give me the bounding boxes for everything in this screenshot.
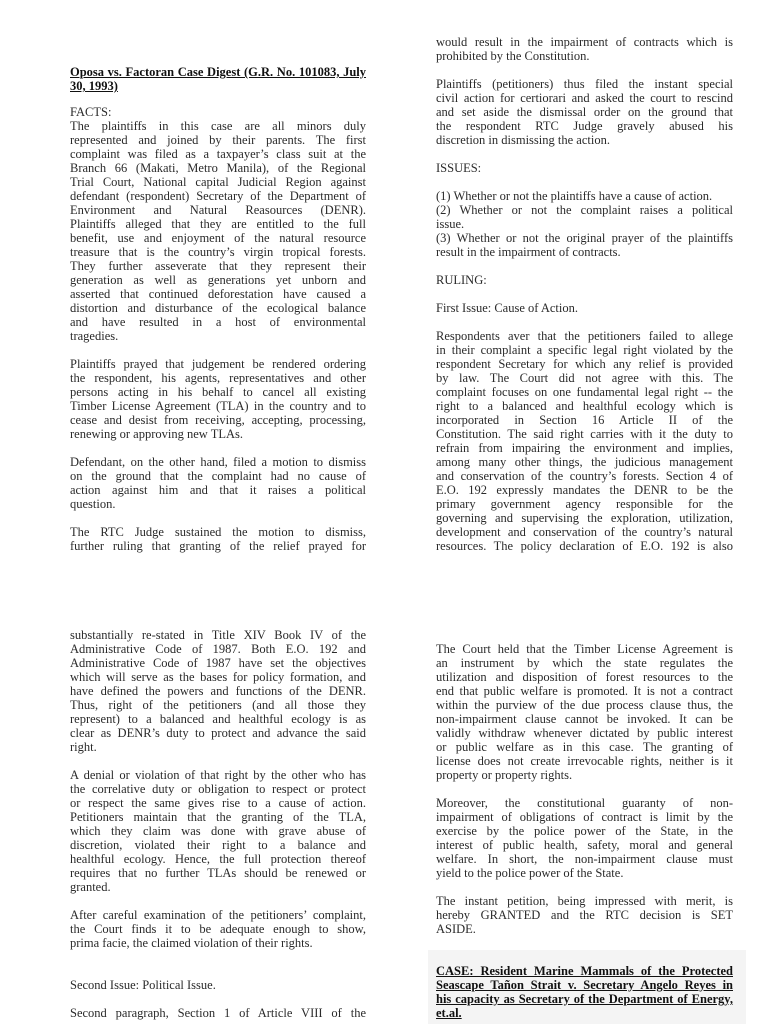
left-column — [70, 628, 366, 1034]
text-line: have defined the powers and functions of the DENR. — [70, 684, 366, 698]
text-line: Administrative Code of 1987 have set the objectives — [70, 656, 366, 670]
text-body — [436, 796, 733, 880]
text-line: Moreover, the constitutional guaranty of non- — [436, 796, 733, 810]
text-line: or respect the same gives rise to a cause of action. — [70, 796, 366, 810]
text-line: asserted that continued deforestation have caused a — [70, 287, 366, 301]
text-line: hereby GRANTED and the RTC decision is SET — [436, 908, 733, 922]
text-line: Plaintiffs prayed that judgement be rendered ordering — [70, 357, 366, 371]
text-line: result in the impairment of contracts. — [436, 245, 621, 259]
text-line: (2) Whether or not the complaint raises a political — [436, 203, 733, 217]
text-body — [70, 768, 366, 894]
text-line: Second Issue: Political Issue. — [70, 978, 216, 992]
text-line: Plaintiffs alleged that they are entitled to the full — [70, 217, 366, 231]
text-line: (1) Whether or not the plaintiffs have a cause of action. — [436, 189, 713, 203]
text-line: the Court finds it to be adequate enough to show, — [70, 922, 366, 936]
text-line: prohibited by the Constitution. — [436, 49, 590, 63]
text-line: The RTC Judge sustained the motion to dismiss, — [70, 525, 366, 539]
text-line: exercise by the police power of the State, in the — [436, 824, 733, 838]
text-line: Seascape Tañon Strait v. Secretary Angelo Reyes in — [436, 978, 733, 992]
text-line: benefit, use and enjoyment of the natural resource — [70, 231, 366, 245]
text-line: Second paragraph, Section 1 of Article VIII of the — [70, 1006, 366, 1020]
text-line: Branch 66 (Makati, Metro Manila), of the Regional — [70, 161, 366, 175]
text-line: impairment of obligations of contract is limit by the — [436, 810, 733, 824]
text-body — [70, 908, 366, 950]
text-line: development and conservation of the country’s natural — [436, 525, 733, 539]
text-line: right to a balanced and healthful ecology which is — [436, 399, 733, 413]
text-line: E.O. 192 expressly mandates the DENR to be the — [436, 483, 733, 497]
text-line: clear as DENR’s duty to protect and advance the said — [70, 726, 366, 740]
text-line: The instant petition, being impressed with merit, is — [436, 894, 733, 908]
text-line: and set aside the dismissal order on the ground that — [436, 105, 733, 119]
text-line: Thus, right of the petitioners (and all those they — [70, 698, 366, 712]
text-line: civil action for certiorari and asked the court to rescind — [436, 91, 733, 105]
text-line: utilization and disposition of forest resources to the — [436, 670, 733, 684]
text-line: in their complaint a specific legal right violated by the — [436, 343, 733, 357]
text-line: and conservation of the country’s forests. Section 4 of — [436, 469, 733, 483]
text-line: Timber License Agreement (TLA) in the country and to — [70, 399, 366, 413]
text-line: on the ground that the complaint had no cause of — [70, 469, 366, 483]
text-body — [70, 1006, 366, 1020]
text-line: Trial Court, National capital Judicial Region against — [70, 175, 366, 189]
text-line: complaint was filed as a taxpayer’s class suit at the — [70, 147, 366, 161]
paragraph — [70, 1006, 366, 1020]
text-line: cease and desist from receiving, accepting, processing, — [70, 413, 366, 427]
text-line: refrain from impairing the environment and implies, — [436, 441, 733, 455]
text-line: 30, 1993) — [70, 79, 118, 93]
text-line: Defendant, on the other hand, filed a motion to dismiss — [70, 455, 366, 469]
paragraph — [70, 768, 366, 894]
text-line: validly withdraw whenever dictated by public interest — [436, 726, 733, 740]
text-line: Oposa vs. Factoran Case Digest (G.R. No. 101083, July — [70, 65, 366, 79]
text-line: incorporated in Section 16 Article II of the — [436, 413, 733, 427]
text-line: et.al. — [436, 1006, 462, 1020]
text-line: license does not create irrevocable rights, neither is it — [436, 754, 733, 768]
text-line: represent) to a balanced and healthful ecology is as — [70, 712, 366, 726]
text-line: yield to the police power of the State. — [436, 866, 624, 880]
text-line: interest of public health, safety, moral and general — [436, 838, 733, 852]
text-line: by law. The Court did not agree with this. The — [436, 371, 733, 385]
text-line: which they claim was done with grave abuse of — [70, 824, 366, 838]
text-body — [436, 894, 733, 936]
text-body — [436, 642, 733, 782]
text-line: (3) Whether or not the original prayer of the plaintiffs — [436, 231, 733, 245]
case-title — [436, 964, 733, 1020]
text-line: governing and supervising the exploration, utilization, — [436, 511, 733, 525]
text-body — [70, 628, 366, 754]
paragraph — [436, 642, 733, 782]
text-line: substantially re-stated in Title XIV Book IV of the — [70, 628, 366, 642]
text-line: and have resulted in a host of environmental — [70, 315, 366, 329]
text-line: healthful ecology. Hence, the full protection thereof — [70, 852, 366, 866]
text-line: prima facie, the claimed violation of their rights. — [70, 936, 313, 950]
text-line: FACTS: — [70, 105, 112, 119]
text-line: his capacity as Secretary of the Department of Energy, — [436, 992, 733, 1006]
paragraph — [436, 894, 733, 936]
text-line: which will serve as the bases for policy formation, and — [70, 670, 366, 684]
text-line: discretion, violated their right to a balance and — [70, 838, 366, 852]
text-body — [70, 978, 366, 992]
section-heading — [70, 978, 366, 992]
text-line: tragedies. — [70, 329, 119, 343]
text-line: end that public welfare is promoted. It is not a contract — [436, 684, 733, 698]
text-line: primary government agency responsible for the — [436, 497, 733, 511]
text-line: persons acting in his behalf to cancel all existing — [70, 385, 366, 399]
text-line: the respondent RTC Judge gravely abused his — [436, 119, 733, 133]
text-line: within the purview of the due process clause thus, the — [436, 698, 733, 712]
text-line: action against him and that it raises a political — [70, 483, 366, 497]
text-line: question. — [70, 497, 116, 511]
text-line: respondent Secretary for which any relief is provided — [436, 357, 733, 371]
paragraph — [436, 796, 733, 880]
text-line: First Issue: Cause of Action. — [436, 301, 579, 315]
text-line: Environment and Natural Reasources (DENR). — [70, 203, 366, 217]
text-line: right. — [70, 740, 97, 754]
text-line: requires that no further TLAs should be renewed or — [70, 866, 366, 880]
text-line: They further asseverate that they represent their — [70, 259, 366, 273]
text-line: discretion in dismissing the action. — [436, 133, 610, 147]
text-line: granted. — [70, 880, 111, 894]
text-line: defendant (respondent) Secretary of the Department of — [70, 189, 366, 203]
text-line: complaint focuses on one fundamental legal right -- the — [436, 385, 733, 399]
text-line: Plaintiffs (petitioners) thus filed the instant special — [436, 77, 733, 91]
text-line: non-impairment clause cannot be invoked. It can be — [436, 712, 733, 726]
text-line: Administrative Code of 1987. Both E.O. 192 and — [70, 642, 366, 656]
text-line: ISSUES: — [436, 161, 482, 175]
text-line: resources. The policy declaration of E.O. 192 is also — [436, 539, 733, 553]
text-line: an instrument by which the state regulates the — [436, 656, 733, 670]
text-line: The Court held that the Timber License Agreement is — [436, 642, 733, 656]
text-line: Constitution. The said right carries with it the duty to — [436, 427, 733, 441]
text-line: further ruling that granting of the relief prayed for — [70, 539, 366, 553]
text-line: distortion and disturbance of the ecological balance — [70, 301, 366, 315]
text-line: the correlative duty or obligation to respect or protect — [70, 782, 366, 796]
text-line: After careful examination of the petitioners’ complaint, — [70, 908, 366, 922]
text-line: A denial or violation of that right by the other who has — [70, 768, 366, 782]
text-line: RULING: — [436, 273, 487, 287]
text-line: Petitioners maintain that the granting of the TLA, — [70, 810, 366, 824]
right-column — [436, 642, 733, 1032]
text-line: property or property rights. — [436, 768, 573, 782]
text-line: welfare. In short, the non-impairment clause must — [436, 852, 733, 866]
paragraph — [70, 628, 366, 754]
text-line: would result in the impairment of contracts which is — [436, 35, 733, 49]
text-line: ASIDE. — [436, 922, 476, 936]
text-line: renewing or approving new TLAs. — [70, 427, 243, 441]
text-line: among many other things, the judicious management — [436, 455, 733, 469]
text-line: or public welfare as in this case. The granting of — [436, 740, 733, 754]
text-line: Respondents aver that the petitioners failed to allege — [436, 329, 733, 343]
text-line: The plaintiffs in this case are all minors duly — [70, 119, 366, 133]
text-line: treasure that is the country’s virgin tropical forests. — [70, 245, 366, 259]
text-line: the respondent, his agents, representatives and other — [70, 371, 366, 385]
text-line: generation as well as generations yet unborn and — [70, 273, 366, 287]
text-line: represented and joined by their parents. The first — [70, 133, 366, 147]
text-line: CASE: Resident Marine Mammals of the Protected — [436, 964, 733, 978]
text-line: issue. — [436, 217, 465, 231]
text-body — [436, 964, 733, 1020]
paragraph — [70, 908, 366, 950]
